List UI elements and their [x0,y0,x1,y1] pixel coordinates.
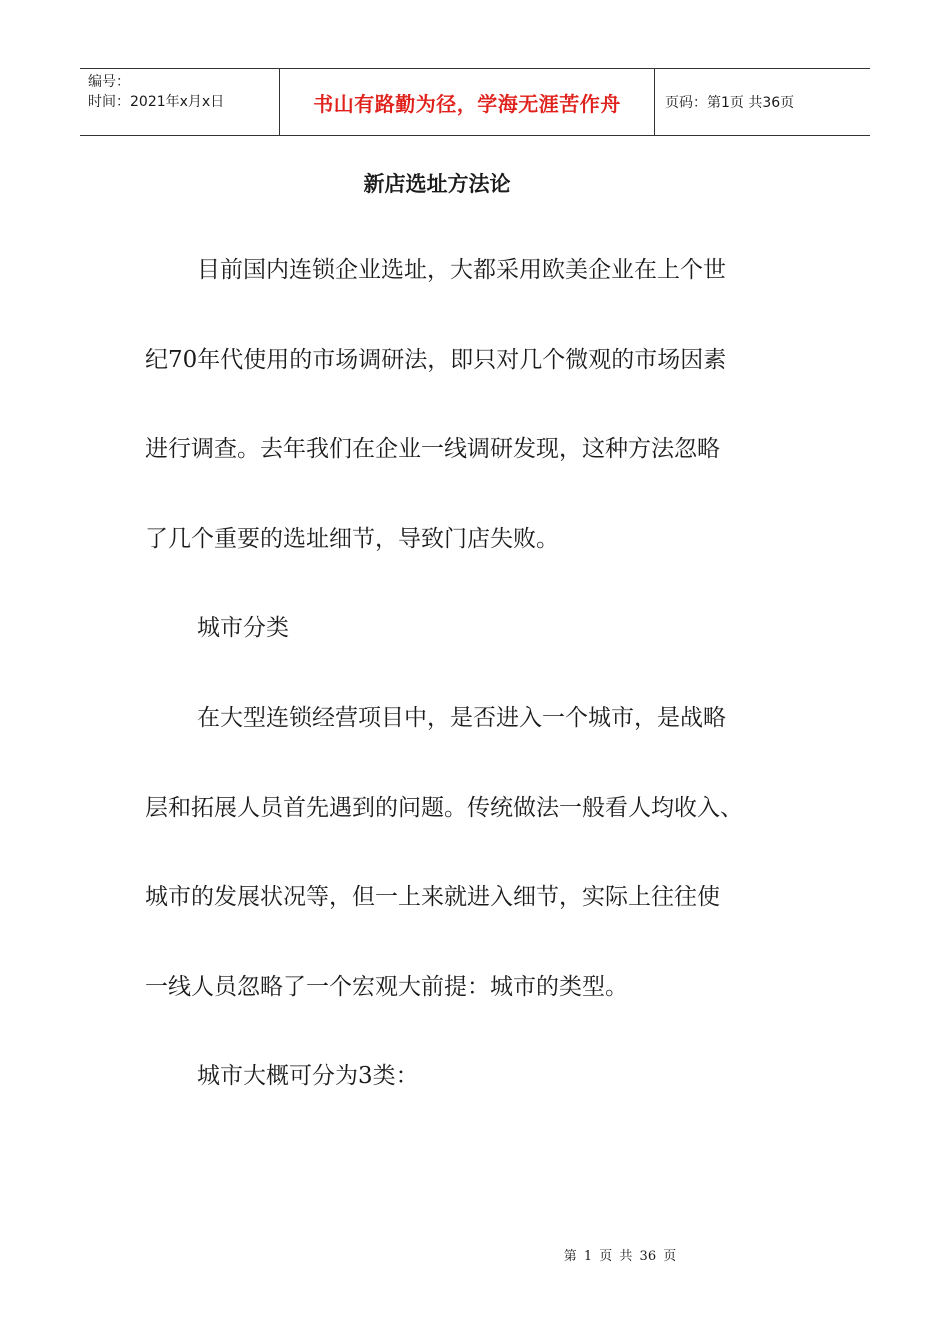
paragraph-line: 城市的发展状况等，但一上来就进入细节，实际上往往使 [145,884,720,911]
section-heading: 城市分类 [197,615,289,642]
number-label: 编号： [88,74,130,90]
paragraph-line: 目前国内连锁企业选址，大都采用欧美企业在上个世 [197,257,726,283]
motto-text: 书山有路勤为径，学海无涯苦作舟 [313,91,621,116]
paragraph-line: 进行调查。去年我们在企业一线调研发现，这种方法忽略 [145,436,720,463]
header-motto-cell [280,69,655,135]
page-info: 页码：第1页 共36页 [665,95,795,111]
document-header [80,68,870,136]
paragraph-line: 纪70年代使用的市场调研法，即只对几个微观的市场因素 [145,346,727,373]
header-meta-cell [80,69,280,135]
page-footer: 第 1 页 共 36 页 [563,1249,677,1264]
time-label: 时间：2021年x月x日 [88,94,225,110]
document-body [145,226,805,1122]
document-title: 新店选址方法论 [363,171,511,196]
header-page-cell [655,69,870,135]
paragraph-line: 了几个重要的选址细节，导致门店失败。 [145,525,559,552]
paragraph-line: 城市大概可分为3类： [197,1063,419,1090]
paragraph-line: 层和拓展人员首先遇到的问题。传统做法一般看人均收入、 [145,794,743,821]
paragraph-line: 一线人员忽略了一个宏观大前提：城市的类型。 [145,973,628,1000]
paragraph-line: 在大型连锁经营项目中，是否进入一个城市，是战略 [197,704,726,731]
